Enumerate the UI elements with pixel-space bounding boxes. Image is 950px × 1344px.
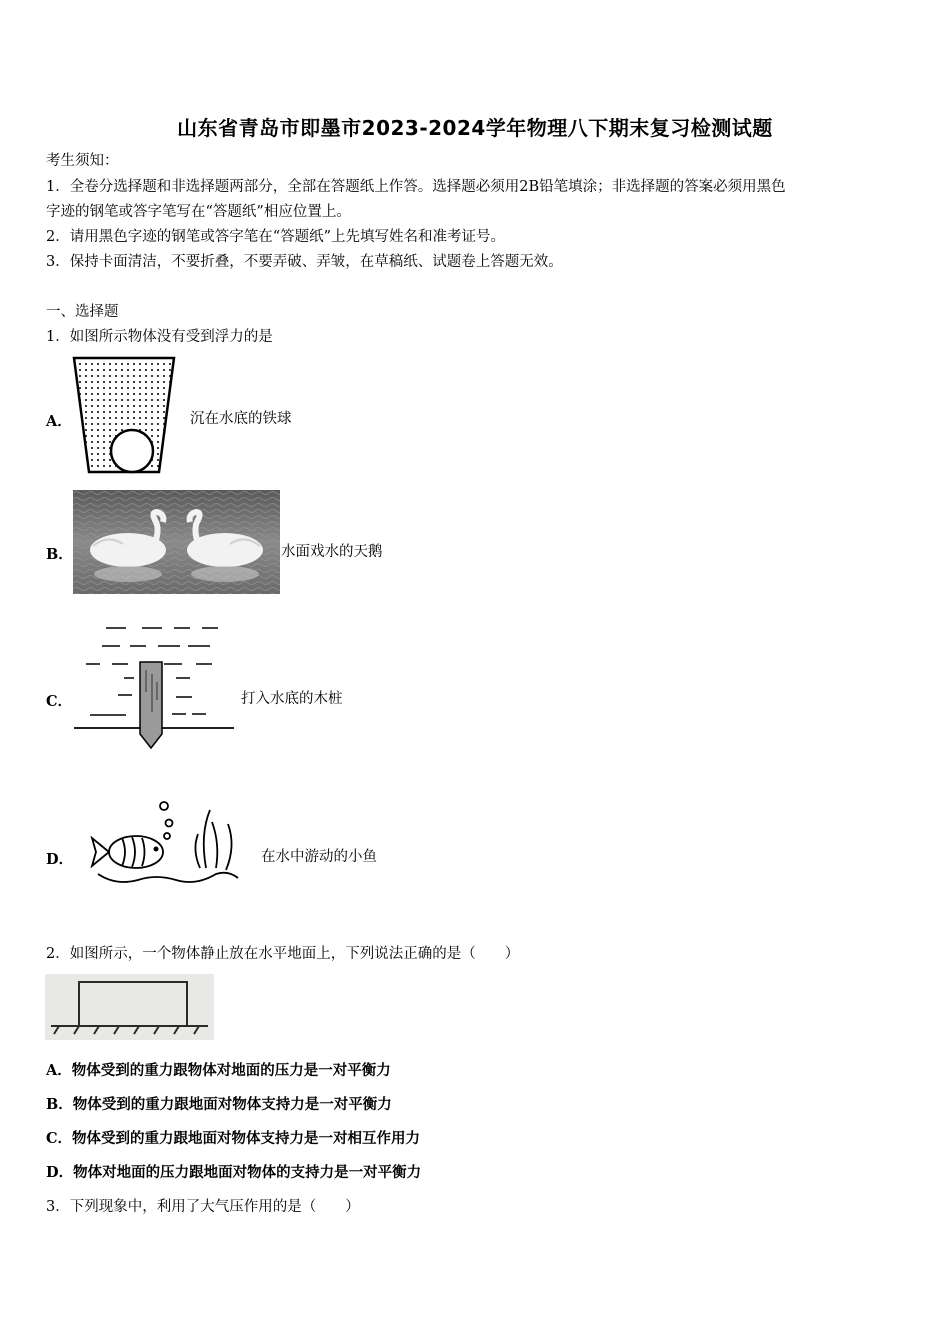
option-label-a: A．: [46, 1062, 72, 1079]
question-stem-1: 1．如图所示物体没有受到浮力的是: [46, 329, 273, 345]
wooden-pile: [140, 662, 162, 748]
question-stem-3: 3．下列现象中，利用了大气压作用的是（ ）: [46, 1199, 360, 1215]
option-b: [46, 1095, 392, 1115]
option-label-b: B．: [46, 546, 73, 563]
option-label-c: C．: [46, 693, 73, 710]
notice-item: 3．保持卡面清洁，不要折叠，不要弄破、弄皱，在草稿纸、试题卷上答题无效。: [46, 254, 563, 270]
option-a: [46, 1061, 391, 1081]
option-label-c: C．: [46, 1130, 73, 1147]
question-stem-2: 2．如图所示，一个物体静止放在水平地面上，下列说法正确的是（ ）: [46, 946, 520, 962]
notice-heading: 考生须知：: [46, 153, 119, 169]
wooden-pile-figure: [72, 622, 236, 752]
option-text-a: 物体受到的重力跟物体对地面的压力是一对平衡力: [71, 1062, 391, 1079]
notice-item: 2．请用黑色字迹的钢笔或答字笔在“答题纸”上先填写姓名和准考证号。: [46, 229, 506, 245]
option-text-a: 沉在水底的铁球: [190, 411, 292, 427]
option-label-b: B．: [46, 1096, 73, 1113]
option-label-a: A．: [46, 413, 72, 430]
iron-ball-figure: [72, 356, 176, 474]
option-text-b: 水面戏水的天鹅: [281, 544, 383, 560]
iron-ball: [111, 430, 153, 472]
option-label-d: D．: [46, 851, 74, 868]
fish-figure: [76, 794, 246, 890]
fish-body: [109, 836, 163, 868]
option-text-d: 物体对地面的压力跟地面对物体的支持力是一对平衡力: [73, 1164, 422, 1181]
option-label-d: D．: [46, 1164, 74, 1181]
section-heading: 一、选择题: [46, 304, 119, 320]
option-d: [46, 1163, 421, 1183]
notice-item: 1．全卷分选择题和非选择题两部分，全部在答题纸上作答。选择题必须用2B铅笔填涂；非选择题的答案必须用黑色: [46, 179, 786, 195]
notice-item: 字迹的钢笔或答字笔写在“答题纸”相应位置上。: [46, 204, 351, 220]
page-title: 山东省青岛市即墨市2023-2024学年物理八下期末复习检测试题: [177, 116, 773, 140]
option-text-c: 物体受到的重力跟地面对物体支持力是一对相互作用力: [72, 1130, 421, 1147]
block-on-ground-figure: [45, 974, 214, 1040]
option-text-d: 在水中游动的小鱼: [261, 849, 377, 865]
swans-photo: [73, 490, 280, 594]
option-text-c: 打入水底的木桩: [241, 691, 343, 707]
option-c: [46, 1129, 420, 1149]
option-text-b: 物体受到的重力跟地面对物体支持力是一对平衡力: [72, 1096, 392, 1113]
